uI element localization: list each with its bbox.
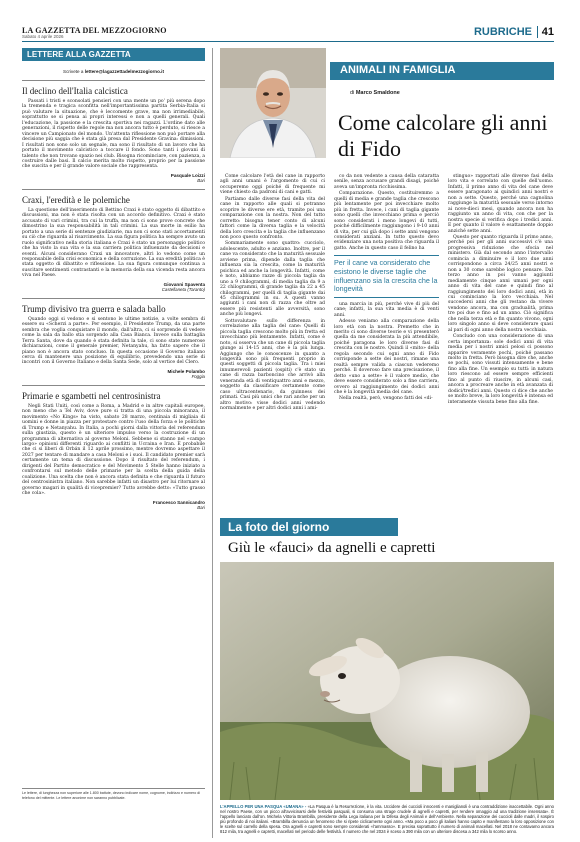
paragraph: una marcia in più, perché vive di più del cane; infatti, la sua vita media è di venti anni.	[334, 301, 439, 318]
caption-lead: L'APPELLO PER UNA PASQUA «UMANA» -	[220, 804, 307, 809]
issue-date: Sabato 4 aprile 2026	[22, 34, 64, 39]
author-photo	[220, 48, 326, 158]
letter-3	[22, 298, 205, 379]
letters-footnote: Le lettere, di lunghezza non superiore alle 1.800 battute, devono indicare nome, cognome, indirizzo e numero di telefono del mittente. Le lettere anonime non saranno pubblicate.	[22, 788, 205, 800]
letter-title: Primarie e sgambetti nel centrosinistra	[22, 390, 161, 401]
letter-body: Negli Stati Uniti, così come a Roma, a Madrid e in altre capitali europee, non meno che a Tel Aviv, dove pure si tratta di una piccola minoranza, il movimento «No Kings» ha visto, sabato 28 marzo, centinaia di migliaia di uomini e donne in piazza per protestare contro l'uso della forza e le politiche di Trump e Netanyahu. In Italia, a pochi giorni dalla vittoria del referendum sulla giustizia, questo è un ulteriore impulso verso la costruzione di un programma di alternativa al governo Meloni. Sebbene si stanno nel «campo largo» opinioni differenti riguardo ai conflitti in Ucraina e Iran. È probabile che ci si liberi di Orbán il 12 aprile prossimo, mentre dovremo aspettare il 2027 per tentare di mandare a casa Meloni e i suoi. Il candidato premier sarà certamente un tema di discussione. Dopo il risultato del referendum, i dirigenti del Partito democratico e del Movimento 5 Stelle hanno iniziato a confrontarsi sul metodo delle primarie per la scelta della guida della coalizione. Una scelta che non è ancora stata definita e che riguarda il futuro del centrosinistra italiano. Non sarebbe infatti un disastro per lui ritornare al governo magari in qualità di vicepremier? Tutto avrebbe detto: «Tutto grasso che cola».	[22, 403, 205, 497]
caption-text: «La Pasqua è la Resurrezione, è la vita. Uccidere dei cuccioli innocenti e maniglianoli è una contraddizione inaccettabile. Ogni anno nel nostro Paese, con un picco all'avvicinarsi delle festività pasquali, si consuma una strage crudele di agnelli e capretti, per rendere omaggio ad una tradizione insensata». È l'appello lanciato dall'on. Michela Vittoria Brambilla, presidente della Lega italiana per la Difesa degli Animali e dell'Ambiente. Nella separazione dei cuccioli dalle madri, il sospiro più profondo di noi italiani. «Brambilla denuncia un fenomeno che si ripete ciclicamente ogni anno. «Ma poco a poco gli italiani hanno capito e manifestano la loro opposizione con le scelte sul carrello della spesa. Ora agnelli e capretti sono sempre considerati «l'ammasso». E precisa soprattutto il numero di animali macellati. Nel 2018 ne contavamo ancora 812 mila, tra agnelli e capretti, macellati nel periodo delle festività. Il numero che nel 2024 è sceso a 390 mila con un ulteriore discesa a 342 mila lo scorso anno.	[220, 804, 555, 834]
letters-column	[22, 48, 206, 800]
article-headline: Come calcolare gli anni di Fido	[338, 110, 548, 161]
letter-body: Quando oggi si vedono e si sentono le ultime notizie, a volte sembra di essere su «Scherzi a parte». Per esempio, il Presidente Trump, da una parte sembra che voglia conquistare il mondo, dall'altra, ci si sorprende di vedere come la sala da ballo stia sorgendo alla Casa Bianca. Invece sulla battaglia Terra Santa, dove da quando è stata definita la tale, ci sono state numerose dichiarazioni, come il generale premier, Netanyahu, ha fatto sapere che il piano non è ancora stato concluso. In questa occasione il Governo italiano cerca di mantenere una posizione di equilibrio, prevedendo una serie di incontri con il Governo Italiano e della Santa Sede, solo al vertice del Clero.	[22, 316, 205, 366]
article-column-1	[220, 174, 325, 412]
photo-section-bar: La foto del giorno	[220, 518, 398, 536]
letters-email-link[interactable]: lettere@lagazzettadelmezzogiorno.it	[84, 69, 164, 74]
photo-caption	[220, 804, 554, 834]
lamb-photo	[220, 562, 554, 800]
animali-article	[220, 48, 554, 518]
masthead	[22, 26, 554, 42]
letter-author: Giovanni Spaventa	[163, 281, 205, 287]
article-body	[220, 174, 554, 524]
byline-author: Marco Smaldone	[355, 90, 400, 96]
article-byline	[350, 90, 400, 96]
paragraph: co da non vedente a causa della cataratta senile, senza accusare grandi disagi, poiché aveva un'impronta ricchissima.	[334, 174, 439, 190]
letter-title: Craxi, l'eredità e le polemiche	[22, 194, 130, 205]
paragraph: Partiamo dalle diverse fasi della vita del cane in rapporto alle quali si potranno scoprire le diverse ere età, tramite poi una comparazione con la nostra. Non del tutto corretto: bisogna tener conto di alcuni fattori come la diversa taglia e la velocità della loro crescita e la taglia che influenzano non poco questo confronto.	[220, 196, 325, 240]
letters-section-bar: LETTERE ALLA GAZZETTA	[22, 48, 205, 61]
letter-4	[22, 385, 205, 510]
letter-city: Bari	[197, 177, 205, 183]
letter-2	[22, 189, 205, 292]
paragraph: stinguo» rapportati alle diverse fasi della loro vita e correlato con quelle dell'uomo. Infatti, il primo anno di vita del cane deve essere paragonato ai quindici anni nostri e non a sette. Questo, perché una cagnolina raggiunge la maturità sessuale verso intorno ai nove-dieci mesi, quando ancora non ha raggiunto un anno di vita, con che per la nostra specie si verifica dopo i tredici anni. E per quanto il valore è esattamente doppio anziché sette anni.	[448, 174, 553, 234]
letter-1	[22, 80, 205, 183]
paragraph: Sottovalutare sullo differenza in correlazione alla taglia del cane: Quelli di piccola taglia crescono molto più in fretta ed invecchiano più lentamente. Infatti, come è noto, si osserva che un cane di piccola taglia giunge ai 14-15 anni, che è la più lunga. Aggiungo che le conoscenze in quanto a longevità sono più frequenti proprio in questi soggetti di piccola taglia. Tra i miei innumerevoli pazienti (ospiti) c'è stato un cane di razza barboncino che arrivò alla veneranda età di ventiquattro anni e mezzo, soggetto da classificare certamente come caso ultracentenario, da guinness dei primati. Casi più unici che rari anche per un altro motivo: visse dodici anni vedendo normalmente e per altri dodici anni i ami-	[220, 318, 325, 412]
section-name: RUBRICHE	[473, 26, 532, 38]
letter-body: Passati i tristi e sconsolati pensieri con una mente un po' più serena dopo la tremenda e tragica sconfitta nell'importantissima partita Serbia-Italia si può valutare la situazione, che è leccomente grave, ma non irrimediabile, soprattutto se si pensa ai propri interessi e non a quelli generali. Quali l'educazione, la passione e la crescita sportiva nei ragazzi. L'ordine dato alle generazioni, il rispetto delle regole ma non ancora tutto è perduto, si riesce a vincere un Campionato del mondo. Un'attenta riflessione non può portare alla decisione più saggia che è stata già presa dal Presidente Gravina: dimissioni. I risultati non sono solo un segnale, ma sono il risultato di un lavoro che ha portato il movimento calcistico a toccare il fondo. Sono tanti i giovani di talento che non trovano spazio nei club. Bisogna ricominciare, con pazienza, a costruire dalle basi. Il calcio merita molto rispetto, proprio per la passione che suscita e per il grande valore sociale che rappresenta.	[22, 99, 205, 170]
email-prefix: Scrivete a	[63, 69, 84, 74]
letter-city: Castellaneta (Taranto)	[161, 286, 205, 292]
newspaper-name: LA GAZZETTA DEL MEZZOGIORNO	[22, 26, 167, 35]
paragraph: Questo per quanto riguarda il primo anno, perché poi per gli anni successivi c'è una progressiva riduzione che sfocia nel ministero. Già dal secondo anno l'intervallo comincia a diminuire e il loro due anni corrispondono a circa 24/25 anni nostri e non a 30 come sarebbe logico pensare. Dal terzo anno in poi vanno aggiunti mediamente cinque anni umani per ogni anno di vita del cane e quindi fino al raggiungimento dei loro dodici anni, età in cui cominciano la loro vecchiaia. Nel succedersi anni che gli restano da vivere vendono ancora, ma con gradualità, prima tre poi due e fino ad un anno. Ciò significa che nella terza età e fin quanto vivono, ogni loro singolo anno si deve considerare quasi al pari di ogni anno della nostra vecchiaia.	[448, 234, 553, 333]
letter-author: Michele Polambo	[167, 368, 205, 374]
paragraph: Adesso veniamo alla comparazione della loro età con la nostra. Premetto che in merito ci sono diverse teorie e vi presenterò quella da me considerata la più attendibile, poiché paragona le loro diverse fasi di crescita con le nostre. Quindi il «mito» della regola secondo cui ogni anno di Fido corrisponde a sette dei nostri, rimane una realtà sempre valida a ciascun vederemo perché. Il doveroso fare una precisazione, il detto «uno a sette» è il valore medio, che deve essere considerato solo a fine carriera, ovvero al raggiungimento dei dodici anni che è la longevità media del cane.	[334, 319, 439, 395]
photo-of-the-day	[220, 518, 554, 838]
article-column-2	[334, 174, 439, 403]
letter-city: Foggia	[191, 373, 205, 379]
letter-body: La questione dell'inserimento di Bettino Craxi è stato oggetto di dibattito e discussioni, ma non è stata risolta con un accordo definitivo. Craxi è stato accusato di vari crimini, tra cui la truffa, ma non ci sono prove concrete che dimostrino la sua responsabilità in tali crimini. La sua morte in esilio ha portato a una serie di sentenze giudiziarie, ma non ci sono stati accertamenti su ciò che riguarda al risarcimento. La sua figura politica ha sempre avuto un ruolo significativo nella storia italiana e Craxi è stato un personaggio politico che ha visto la sua vita e la sua carriera politica influenzate da decisioni e eventi. Alcuni considerano Craxi un innovatore, altri lo vedono come un responsabile della crisi economica e della corruzione. La sua eredità politica è stata oggetto di dibattito e riflessione. La sua figura comunque continua a suscitare sentimenti contrastanti e la memoria della sua vicenda resta ancora viva nel Paese.	[22, 207, 206, 279]
letter-author: Francesco Sannicandro	[152, 499, 205, 505]
letters-email-line	[22, 69, 205, 74]
page-number: 41	[537, 26, 554, 38]
pull-quote: Per il cane va considerato che esistono le diverse taglie che influenzano sia la crescita che la longevità	[334, 255, 439, 297]
column-divider	[212, 48, 213, 838]
photo-headline: Giù le «fauci» da agnelli e capretti	[228, 540, 436, 556]
animali-section-bar: ANIMALI IN FAMIGLIA	[330, 62, 554, 80]
paragraph: Concludo con una considerazione di una certa importanza: sole dodici anni di vita media per i nostri amici pelosi ci possono apparire veramente pochi, poiché passano molto in fretta. Però bisogna dire che, anche se pochi, sono vissuti intensamente e bene fino alla fine. Un esempio su tutti: in natura loro riescono ad essere sempre efficienti fino al punto di riuscire, in alcuni casi, ancora a procreare anche in età avanzata di dodici/tredici anni. Questo ci dice che anche se molto breve, la loro longevità è intensa ed interamente vissuta bene fino alla fine.	[448, 334, 553, 405]
letter-city: Bari	[197, 504, 205, 510]
paragraph: Comparazione. Questo, costituiremmo a quelli di media e grande taglia che crescono più lentamente per poi invecchiare molto più in fretta. Invece, i cani di taglia gigante sono quelli che invecchiano prima e perciò sono considerati i meno longevi di tutti, poiché difficilmente raggiungono i 9-10 anni di vita, per cui già dopo i sette anni vengono considerati anziani. In tutto questo devo evidenziare una nota positiva che riguarda il gatto. Anche in questo caso il felino ha	[334, 191, 439, 251]
letter-title: Il declino dell'Italia calcistica	[22, 86, 128, 96]
lamb-icon	[220, 562, 554, 800]
paragraph: Sommariamente sono quattro: cucciolo, adolescente, adulto e anziano. Inoltre, per il cane va considerato che la maturità sessuale avviene prima, dipende dalla taglia che influenza sia la crescita, come la maturità psichica ed anche la longevità. Infatti, come è noto, abbiamo razze di piccola taglia da uno a 9 chilogrammi, di media taglia da 9 a 22 chilogrammi, di grande taglia da 22 a 45 chilogrammi, per quelli di taglia gigante dai 45 chilogrammi in su. A questi vanno aggiunti i cani non di razza che oltre ad essere più resistenti alle avversità, sono anche più longevi.	[220, 241, 325, 318]
paragraph: Nella realtà, però, vengono fatti dei «di-	[339, 396, 433, 402]
letter-title: Trump divisivo tra guerra e salada ballo	[22, 303, 166, 314]
article-column-3	[448, 174, 553, 406]
paragraph: Come calcolare l'età del cane in rapporto agli anni umani è l'argomento di cui ci occuperemo oggi poiché di frequente mi viene chiesto da padroni di cani e gatti.	[220, 174, 325, 196]
veterinarian-portrait-icon	[220, 48, 326, 158]
byline-prefix: di	[350, 90, 355, 96]
letter-author: Pasquale Loizzi	[170, 172, 205, 178]
